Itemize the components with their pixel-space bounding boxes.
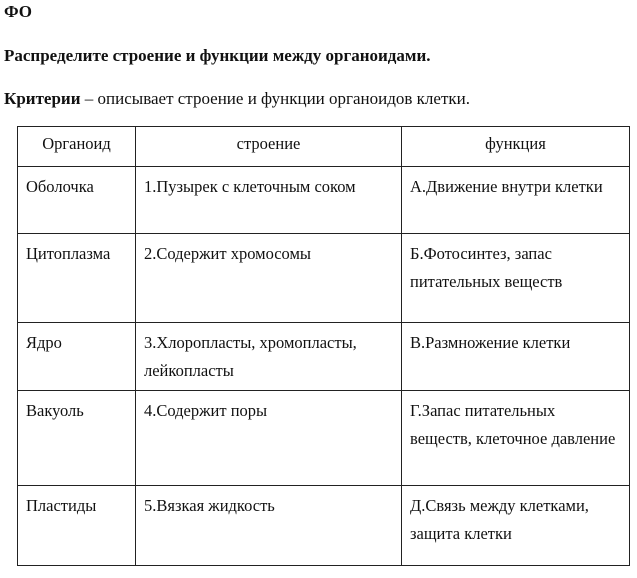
organoid-table — [17, 126, 630, 566]
function-cell: В.Размножение клетки — [402, 323, 630, 391]
organoid-cell: Цитоплазма — [18, 234, 136, 323]
structure-cell: 4.Содержит поры — [136, 391, 402, 486]
table-row — [18, 234, 630, 323]
function-cell: Б.Фотосинтез, запас питательных веществ — [402, 234, 630, 323]
document-code: ФО — [4, 2, 33, 21]
function-cell: Г.Запас питательных веществ, клеточное давление — [402, 391, 630, 486]
table-header-row — [18, 127, 630, 167]
organoid-cell: Вакуоль — [18, 391, 136, 486]
header-function: функция — [402, 127, 630, 167]
header-organoid: Органоид — [18, 127, 136, 167]
table-row — [18, 167, 630, 234]
organoid-cell: Оболочка — [18, 167, 136, 234]
structure-cell: 3.Хлоропласты, хромопласты, лейкопласты — [136, 323, 402, 391]
structure-cell: 1.Пузырек с клеточным соком — [136, 167, 402, 234]
task-title: Распределите строение и функции между органоидами. — [4, 46, 431, 65]
header-structure: строение — [136, 127, 402, 167]
function-cell: А.Движение внутри клетки — [402, 167, 630, 234]
criteria-text: – описывает строение и функции органоидов клетки. — [80, 89, 470, 108]
structure-cell: 5.Вязкая жидкость — [136, 486, 402, 566]
organoid-cell: Пластиды — [18, 486, 136, 566]
table-row — [18, 323, 630, 391]
table-row — [18, 391, 630, 486]
criteria-label: Критерии — [4, 89, 81, 108]
table-row — [18, 486, 630, 566]
function-cell: Д.Связь между клетками, защита клетки — [402, 486, 630, 566]
criteria-line — [4, 89, 470, 109]
structure-cell: 2.Содержит хромосомы — [136, 234, 402, 323]
organoid-cell: Ядро — [18, 323, 136, 391]
